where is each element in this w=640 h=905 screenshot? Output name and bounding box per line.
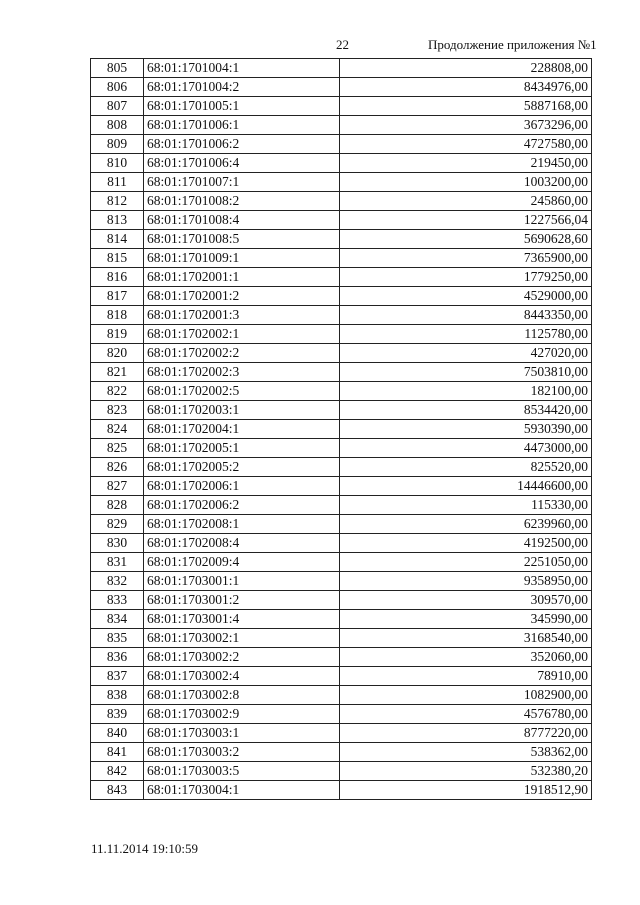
table-row bbox=[91, 78, 592, 97]
row-number: 806 bbox=[91, 78, 144, 97]
table-row bbox=[91, 629, 592, 648]
cadastral-value: 8534420,00 bbox=[340, 401, 592, 420]
cadastral-value: 8434976,00 bbox=[340, 78, 592, 97]
cadastral-number: 68:01:1703002:8 bbox=[144, 686, 340, 705]
table-row bbox=[91, 515, 592, 534]
row-number: 843 bbox=[91, 781, 144, 800]
row-number: 839 bbox=[91, 705, 144, 724]
cadastral-number: 68:01:1702004:1 bbox=[144, 420, 340, 439]
table-row bbox=[91, 610, 592, 629]
cadastral-number: 68:01:1701008:2 bbox=[144, 192, 340, 211]
cadastral-value: 352060,00 bbox=[340, 648, 592, 667]
cadastral-value: 1125780,00 bbox=[340, 325, 592, 344]
cadastral-number: 68:01:1703002:2 bbox=[144, 648, 340, 667]
cadastral-value: 1779250,00 bbox=[340, 268, 592, 287]
row-number: 815 bbox=[91, 249, 144, 268]
table-row bbox=[91, 97, 592, 116]
row-number: 812 bbox=[91, 192, 144, 211]
row-number: 829 bbox=[91, 515, 144, 534]
cadastral-number: 68:01:1703001:4 bbox=[144, 610, 340, 629]
table-row bbox=[91, 230, 592, 249]
cadastral-number: 68:01:1702001:3 bbox=[144, 306, 340, 325]
cadastral-value: 1227566,04 bbox=[340, 211, 592, 230]
row-number: 808 bbox=[91, 116, 144, 135]
cadastral-number: 68:01:1702006:1 bbox=[144, 477, 340, 496]
cadastral-value: 4529000,00 bbox=[340, 287, 592, 306]
table-row bbox=[91, 268, 592, 287]
cadastral-value: 345990,00 bbox=[340, 610, 592, 629]
table-row bbox=[91, 553, 592, 572]
row-number: 835 bbox=[91, 629, 144, 648]
cadastral-value: 9358950,00 bbox=[340, 572, 592, 591]
row-number: 838 bbox=[91, 686, 144, 705]
cadastral-number: 68:01:1703002:9 bbox=[144, 705, 340, 724]
table-row bbox=[91, 458, 592, 477]
table-row bbox=[91, 306, 592, 325]
table-row bbox=[91, 572, 592, 591]
cadastral-number: 68:01:1702002:2 bbox=[144, 344, 340, 363]
table-row bbox=[91, 154, 592, 173]
row-number: 831 bbox=[91, 553, 144, 572]
cadastral-value: 825520,00 bbox=[340, 458, 592, 477]
table-row bbox=[91, 287, 592, 306]
row-number: 810 bbox=[91, 154, 144, 173]
row-number: 842 bbox=[91, 762, 144, 781]
table-row bbox=[91, 59, 592, 78]
row-number: 809 bbox=[91, 135, 144, 154]
cadastral-value: 219450,00 bbox=[340, 154, 592, 173]
row-number: 840 bbox=[91, 724, 144, 743]
cadastral-value: 1003200,00 bbox=[340, 173, 592, 192]
cadastral-value: 78910,00 bbox=[340, 667, 592, 686]
table-row bbox=[91, 211, 592, 230]
cadastral-value: 8443350,00 bbox=[340, 306, 592, 325]
cadastral-number: 68:01:1703003:5 bbox=[144, 762, 340, 781]
row-number: 830 bbox=[91, 534, 144, 553]
cadastral-number: 68:01:1701009:1 bbox=[144, 249, 340, 268]
table-row bbox=[91, 363, 592, 382]
cadastral-number: 68:01:1703003:2 bbox=[144, 743, 340, 762]
row-number: 813 bbox=[91, 211, 144, 230]
cadastral-value: 7365900,00 bbox=[340, 249, 592, 268]
cadastral-value: 14446600,00 bbox=[340, 477, 592, 496]
table-row bbox=[91, 135, 592, 154]
cadastral-value: 538362,00 bbox=[340, 743, 592, 762]
page-number: 22 bbox=[336, 37, 349, 52]
cadastral-value: 427020,00 bbox=[340, 344, 592, 363]
cadastral-value: 3673296,00 bbox=[340, 116, 592, 135]
row-number: 825 bbox=[91, 439, 144, 458]
table-row bbox=[91, 173, 592, 192]
table-row bbox=[91, 439, 592, 458]
row-number: 805 bbox=[91, 59, 144, 78]
cadastral-number: 68:01:1703002:4 bbox=[144, 667, 340, 686]
table-row bbox=[91, 743, 592, 762]
row-number: 826 bbox=[91, 458, 144, 477]
cadastral-number: 68:01:1701005:1 bbox=[144, 97, 340, 116]
cadastral-value: 4576780,00 bbox=[340, 705, 592, 724]
table-row bbox=[91, 534, 592, 553]
cadastral-value: 1918512,90 bbox=[340, 781, 592, 800]
table-row bbox=[91, 116, 592, 135]
table-row bbox=[91, 724, 592, 743]
running-title: Продолжение приложения №1 bbox=[428, 37, 597, 52]
cadastral-number: 68:01:1702002:5 bbox=[144, 382, 340, 401]
cadastral-value: 5930390,00 bbox=[340, 420, 592, 439]
row-number: 822 bbox=[91, 382, 144, 401]
table-row bbox=[91, 344, 592, 363]
row-number: 807 bbox=[91, 97, 144, 116]
table-row bbox=[91, 420, 592, 439]
cadastral-value: 115330,00 bbox=[340, 496, 592, 515]
cadastral-value: 4727580,00 bbox=[340, 135, 592, 154]
row-number: 821 bbox=[91, 363, 144, 382]
cadastral-number: 68:01:1702001:1 bbox=[144, 268, 340, 287]
cadastral-number: 68:01:1701008:4 bbox=[144, 211, 340, 230]
table-row bbox=[91, 781, 592, 800]
table-row bbox=[91, 325, 592, 344]
cadastral-value: 182100,00 bbox=[340, 382, 592, 401]
table-row bbox=[91, 192, 592, 211]
row-number: 836 bbox=[91, 648, 144, 667]
cadastral-value: 5690628,60 bbox=[340, 230, 592, 249]
row-number: 816 bbox=[91, 268, 144, 287]
table-row bbox=[91, 648, 592, 667]
table-body bbox=[91, 59, 592, 800]
cadastral-number: 68:01:1701006:1 bbox=[144, 116, 340, 135]
row-number: 841 bbox=[91, 743, 144, 762]
cadastral-value: 4192500,00 bbox=[340, 534, 592, 553]
row-number: 828 bbox=[91, 496, 144, 515]
row-number: 837 bbox=[91, 667, 144, 686]
table-row bbox=[91, 667, 592, 686]
cadastral-value: 2251050,00 bbox=[340, 553, 592, 572]
cadastral-number: 68:01:1703003:1 bbox=[144, 724, 340, 743]
row-number: 832 bbox=[91, 572, 144, 591]
cadastral-value: 8777220,00 bbox=[340, 724, 592, 743]
cadastral-value: 309570,00 bbox=[340, 591, 592, 610]
row-number: 833 bbox=[91, 591, 144, 610]
cadastral-number: 68:01:1701004:2 bbox=[144, 78, 340, 97]
row-number: 823 bbox=[91, 401, 144, 420]
table-row bbox=[91, 249, 592, 268]
table-row bbox=[91, 686, 592, 705]
cadastral-number: 68:01:1702009:4 bbox=[144, 553, 340, 572]
cadastral-number: 68:01:1701007:1 bbox=[144, 173, 340, 192]
cadastral-number: 68:01:1702003:1 bbox=[144, 401, 340, 420]
cadastral-number: 68:01:1701006:4 bbox=[144, 154, 340, 173]
row-number: 814 bbox=[91, 230, 144, 249]
row-number: 827 bbox=[91, 477, 144, 496]
table-row bbox=[91, 496, 592, 515]
cadastral-value: 6239960,00 bbox=[340, 515, 592, 534]
cadastral-number: 68:01:1702008:4 bbox=[144, 534, 340, 553]
cadastral-number: 68:01:1701004:1 bbox=[144, 59, 340, 78]
table-row bbox=[91, 591, 592, 610]
cadastral-number: 68:01:1702002:1 bbox=[144, 325, 340, 344]
cadastral-value-table bbox=[90, 58, 592, 800]
cadastral-number: 68:01:1702008:1 bbox=[144, 515, 340, 534]
row-number: 818 bbox=[91, 306, 144, 325]
cadastral-value: 3168540,00 bbox=[340, 629, 592, 648]
cadastral-value: 7503810,00 bbox=[340, 363, 592, 382]
table-row bbox=[91, 477, 592, 496]
table-row bbox=[91, 705, 592, 724]
table-row bbox=[91, 401, 592, 420]
cadastral-number: 68:01:1703001:1 bbox=[144, 572, 340, 591]
print-timestamp: 11.11.2014 19:10:59 bbox=[91, 841, 199, 856]
row-number: 820 bbox=[91, 344, 144, 363]
table-row bbox=[91, 382, 592, 401]
cadastral-number: 68:01:1702006:2 bbox=[144, 496, 340, 515]
cadastral-value: 532380,20 bbox=[340, 762, 592, 781]
cadastral-number: 68:01:1702002:3 bbox=[144, 363, 340, 382]
row-number: 819 bbox=[91, 325, 144, 344]
cadastral-value: 5887168,00 bbox=[340, 97, 592, 116]
row-number: 817 bbox=[91, 287, 144, 306]
cadastral-number: 68:01:1702005:1 bbox=[144, 439, 340, 458]
row-number: 834 bbox=[91, 610, 144, 629]
cadastral-number: 68:01:1703004:1 bbox=[144, 781, 340, 800]
row-number: 824 bbox=[91, 420, 144, 439]
cadastral-number: 68:01:1703001:2 bbox=[144, 591, 340, 610]
cadastral-value: 1082900,00 bbox=[340, 686, 592, 705]
cadastral-number: 68:01:1701006:2 bbox=[144, 135, 340, 154]
cadastral-number: 68:01:1701008:5 bbox=[144, 230, 340, 249]
cadastral-value: 4473000,00 bbox=[340, 439, 592, 458]
cadastral-number: 68:01:1703002:1 bbox=[144, 629, 340, 648]
cadastral-number: 68:01:1702005:2 bbox=[144, 458, 340, 477]
row-number: 811 bbox=[91, 173, 144, 192]
cadastral-value: 245860,00 bbox=[340, 192, 592, 211]
table-row bbox=[91, 762, 592, 781]
cadastral-number: 68:01:1702001:2 bbox=[144, 287, 340, 306]
cadastral-value: 228808,00 bbox=[340, 59, 592, 78]
